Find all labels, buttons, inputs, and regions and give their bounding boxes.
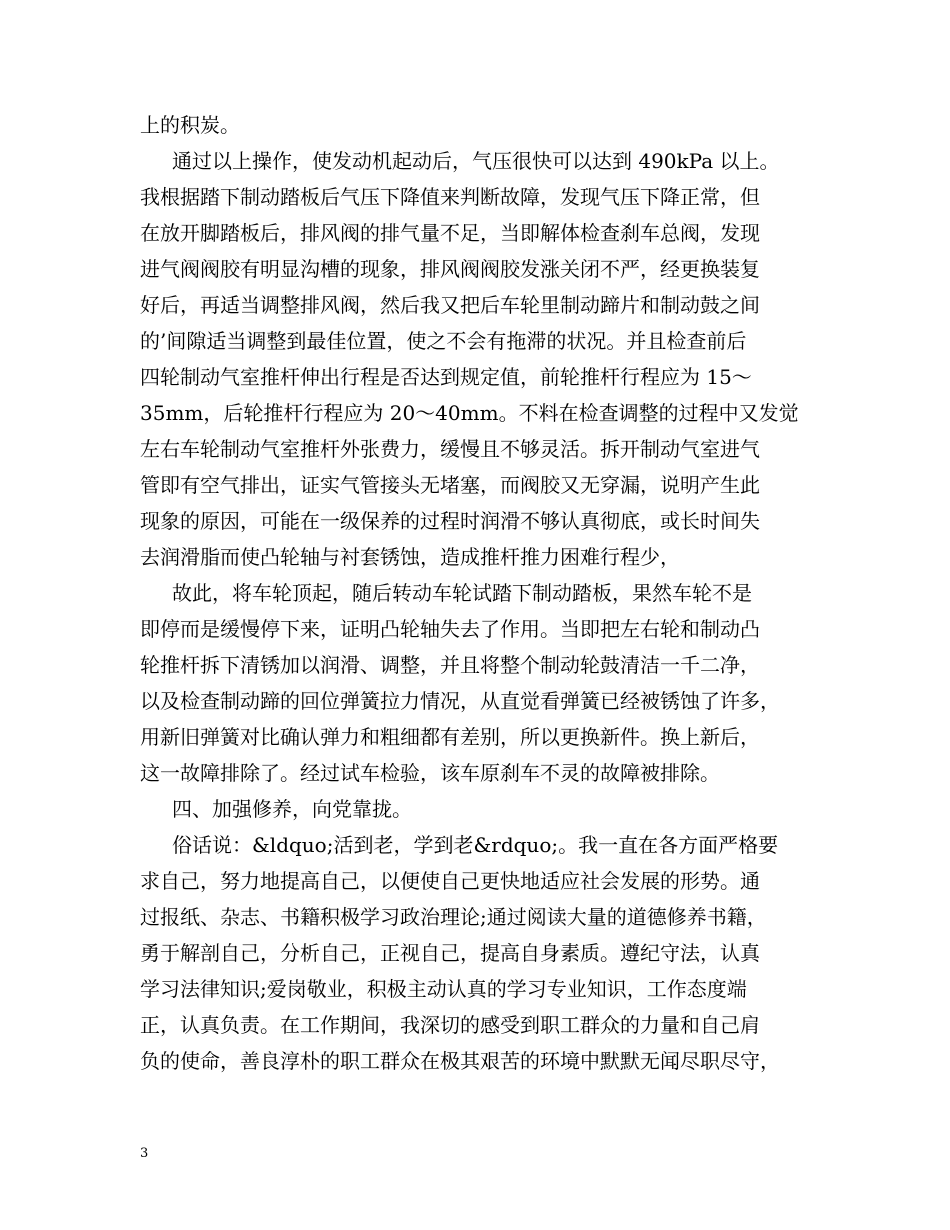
text-line: 轮推杆拆下清锈加以润滑、调整，并且将整个制动轮鼓清洁一千二净，	[140, 653, 760, 677]
text-line: 勇于解剖自己，分析自己，正视自己，提高自身素质。遵纪守法，认真	[140, 941, 760, 965]
text-line: 去润滑脂而使凸轮轴与衬套锈蚀，造成推杆推力困难行程少，	[140, 545, 680, 569]
text-line: 过报纸、杂志、书籍积极学习政治理论;通过阅读大量的道德修养书籍，	[140, 905, 767, 929]
text-line: 俗话说：&ldquo;活到老，学到老&rdquo;。我一直在各方面严格要	[172, 833, 779, 857]
text-line: 现象的原因，可能在一级保养的过程时润滑不够认真彻底，或长时间失	[140, 509, 760, 533]
text-line: 四轮制动气室推杆伸出行程是否达到规定值，前轮推杆行程应为 15～	[140, 365, 752, 389]
text-line: 我根据踏下制动踏板后气压下降值来判断故障，发现气压下降正常，但	[140, 185, 760, 209]
text-line: 上的积炭。	[140, 113, 240, 137]
text-line: 在放开脚踏板后，排风阀的排气量不足，当即解体检查刹车总阀，发现	[140, 221, 760, 245]
text-line: 这一故障排除了。经过试车检验，该车原刹车不灵的故障被排除。	[140, 761, 720, 785]
text-line: 负的使命，善良淳朴的职工群众在极其艰苦的环境中默默无闻尽职尽守，	[140, 1049, 780, 1073]
text-line: 的’间隙适当调整到最佳位置，使之不会有拖滞的状况。并且检查前后	[140, 329, 747, 353]
text-line: 用新旧弹簧对比确认弹力和粗细都有差别，所以更换新件。换上新后，	[140, 725, 760, 749]
text-line: 好后，再适当调整排风阀，然后我又把后车轮里制动蹄片和制动鼓之间	[140, 293, 760, 317]
text-line: 学习法律知识;爱岗敬业，积极主动认真的学习专业知识，工作态度端	[140, 977, 747, 1001]
text-line: 求自己，努力地提高自己，以便使自己更快地适应社会发展的形势。通	[140, 869, 760, 893]
text-line: 通过以上操作，使发动机起动后，气压很快可以达到 490kPa 以上。	[172, 149, 780, 173]
text-line: 故此，将车轮顶起，随后转动车轮试踏下制动踏板，果然车轮不是	[172, 581, 752, 605]
text-line: 进气阀阀胶有明显沟槽的现象，排风阀阀胶发涨关闭不严，经更换装复	[140, 257, 760, 281]
text-line: 35mm，后轮推杆行程应为 20～40mm。不料在检查调整的过程中又发觉	[140, 401, 799, 425]
text-line: 正，认真负责。在工作期间，我深切的感受到职工群众的力量和自己肩	[140, 1013, 760, 1037]
text-line: 以及检查制动蹄的回位弹簧拉力情况，从直觉看弹簧已经被锈蚀了许多，	[140, 689, 780, 713]
page-number: 3	[140, 1146, 149, 1161]
text-line: 四、加强修养，向党靠拢。	[172, 797, 412, 821]
text-line: 即停而是缓慢停下来，证明凸轮轴失去了作用。当即把左右轮和制动凸	[140, 617, 760, 641]
text-line: 左右车轮制动气室推杆外张费力，缓慢且不够灵活。拆开制动气室进气	[140, 437, 760, 461]
text-line: 管即有空气排出，证实气管接头无堵塞，而阀胶又无穿漏，说明产生此	[140, 473, 760, 497]
document-body	[140, 107, 830, 1079]
